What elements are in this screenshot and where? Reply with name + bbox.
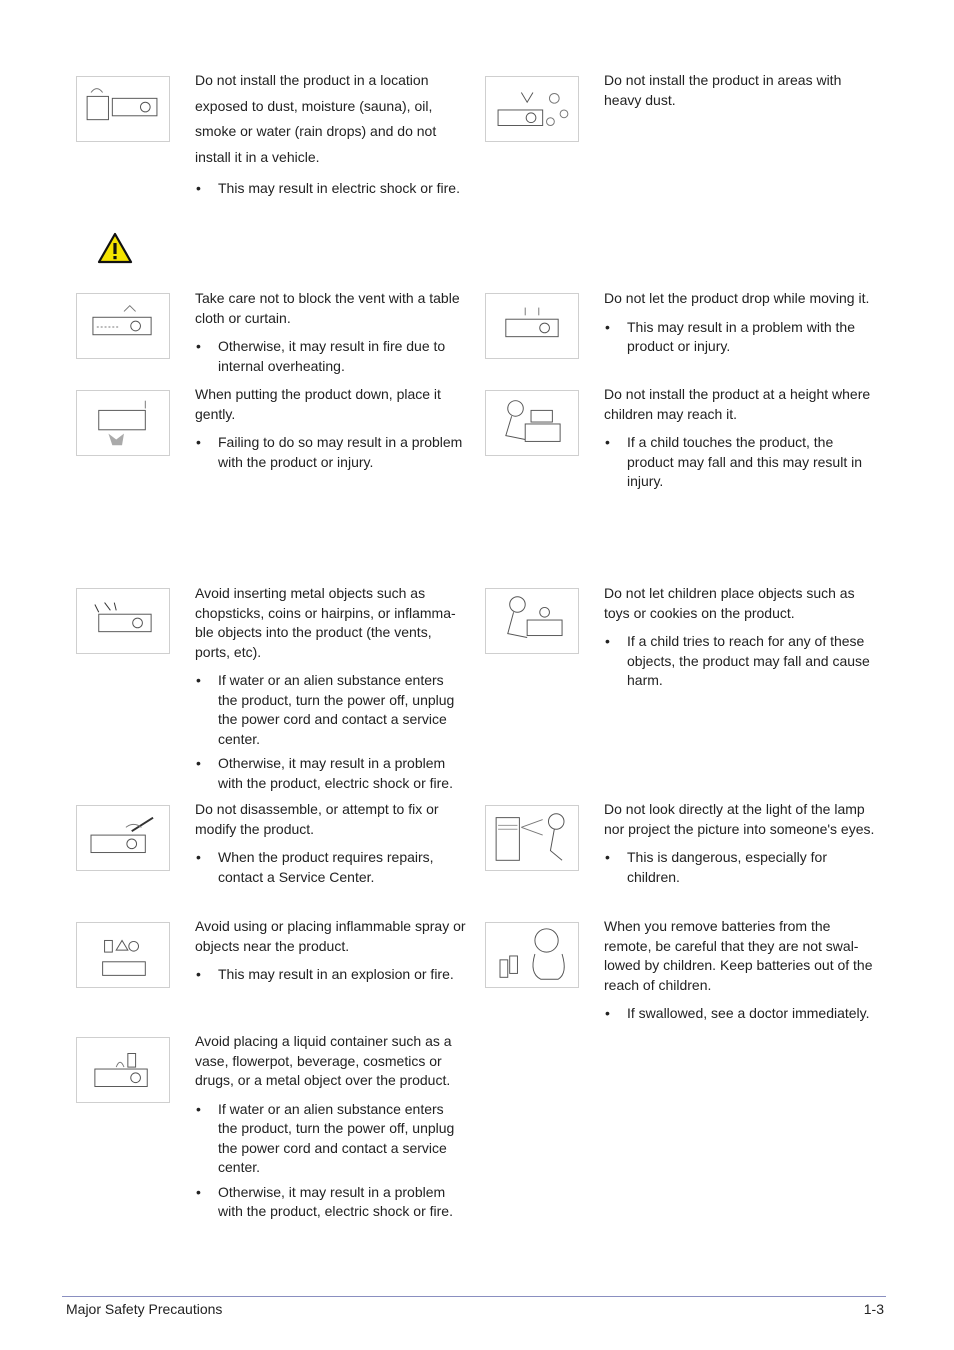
precaution-text xyxy=(195,68,467,204)
precaution-text xyxy=(604,289,876,362)
precaution-text xyxy=(195,584,467,798)
precaution-main: Avoid using or placing inflammable spray or objects near the product. xyxy=(195,918,466,954)
precaution-main: Do not let children place objects such as toys or cookies on the product. xyxy=(604,585,855,621)
precaution-main: Do not install the product at a height where children may reach it. xyxy=(604,386,871,422)
projector-metal-objects-illustration xyxy=(76,588,170,654)
projector-moisture-illustration xyxy=(76,76,170,142)
footer-section-title: Major Safety Precautions xyxy=(66,1301,223,1317)
precaution-text xyxy=(195,289,467,381)
precaution-bullet: • If water or an alien substance enters the product, turn the power off, unplug the power cord and contact a service center. xyxy=(195,671,467,749)
footer-divider xyxy=(62,1296,886,1297)
precaution-main: Do not install the product in areas with heavy dust. xyxy=(604,72,842,108)
projector-disassemble-illustration xyxy=(76,805,170,871)
precaution-bullet: • Otherwise, it may result in a problem with the product, electric shock or fire. xyxy=(195,754,467,793)
projector-drop-illustration xyxy=(485,293,579,359)
precaution-main: Do not install the product in a location exposed to dust, moisture (sauna), oil, smoke or water (rain drops) and do not install it in a vehicle. xyxy=(195,72,437,165)
precaution-bullet: • Otherwise, it may result in fire due to internal overheating. xyxy=(195,337,467,376)
precaution-text xyxy=(604,71,876,119)
precaution-main: Do not look directly at the light of the lamp nor project the picture into someone's eyes. xyxy=(604,801,875,837)
precaution-main: Take care not to block the vent with a table cloth or curtain. xyxy=(195,290,460,326)
precaution-text xyxy=(195,385,467,477)
projector-placing-illustration xyxy=(76,390,170,456)
precaution-main: Avoid inserting metal objects such as chopsticks, coins or hairpins, or inflamma-ble objects into the product (the vents, ports, etc). xyxy=(195,585,456,660)
precaution-text xyxy=(604,917,876,1029)
precaution-bullet: • This may result in an explosion or fire. xyxy=(195,965,467,985)
child-placing-toys-illustration xyxy=(485,588,579,654)
child-batteries-illustration xyxy=(485,922,579,988)
lamp-light-eyes-illustration xyxy=(485,805,579,871)
precaution-text xyxy=(195,1032,467,1227)
precaution-main: Do not disassemble, or attempt to fix or modify the product. xyxy=(195,801,439,837)
precaution-text xyxy=(195,800,467,892)
projector-dust-illustration xyxy=(485,76,579,142)
precaution-main: Do not let the product drop while moving it. xyxy=(604,290,870,306)
precaution-text xyxy=(195,917,467,990)
precaution-text xyxy=(604,385,876,497)
precaution-bullet: • If water or an alien substance enters the product, turn the power off, unplug the power cord and contact a service center. xyxy=(195,1100,467,1178)
projector-liquid-container-illustration xyxy=(76,1037,170,1103)
precaution-bullet: • If swallowed, see a doctor immediately. xyxy=(604,1004,876,1024)
precaution-bullet: • If a child tries to reach for any of these objects, the product may fall and cause harm. xyxy=(604,632,876,691)
precaution-text xyxy=(604,800,876,892)
child-reaching-projector-illustration xyxy=(485,390,579,456)
precaution-bullet: • If a child touches the product, the product may fall and this may result in injury. xyxy=(604,433,876,492)
projector-vent-illustration xyxy=(76,293,170,359)
precaution-text xyxy=(604,584,876,696)
precaution-bullet: • This is dangerous, especially for children. xyxy=(604,848,876,887)
warning-triangle-icon xyxy=(97,232,133,264)
precaution-bullet: • Failing to do so may result in a problem with the product or injury. xyxy=(195,433,467,472)
precaution-bullet: • When the product requires repairs, contact a Service Center. xyxy=(195,848,467,887)
precaution-bullet: • This may result in a problem with the product or injury. xyxy=(604,318,876,357)
precaution-bullet: • Otherwise, it may result in a problem with the product, electric shock or fire. xyxy=(195,1183,467,1222)
precaution-bullet: • This may result in electric shock or fire. xyxy=(195,179,467,199)
precaution-main: Avoid placing a liquid container such as a vase, flowerpot, beverage, cosmetics or drugs, or a metal object over the product. xyxy=(195,1033,452,1088)
precaution-main: When putting the product down, place it gently. xyxy=(195,386,441,422)
projector-spray-illustration xyxy=(76,922,170,988)
footer-page-number: 1-3 xyxy=(863,1301,884,1317)
precaution-main: When you remove batteries from the remote, be careful that they are not swal-lowed by children. Keep batteries out of the reach of children. xyxy=(604,918,873,993)
